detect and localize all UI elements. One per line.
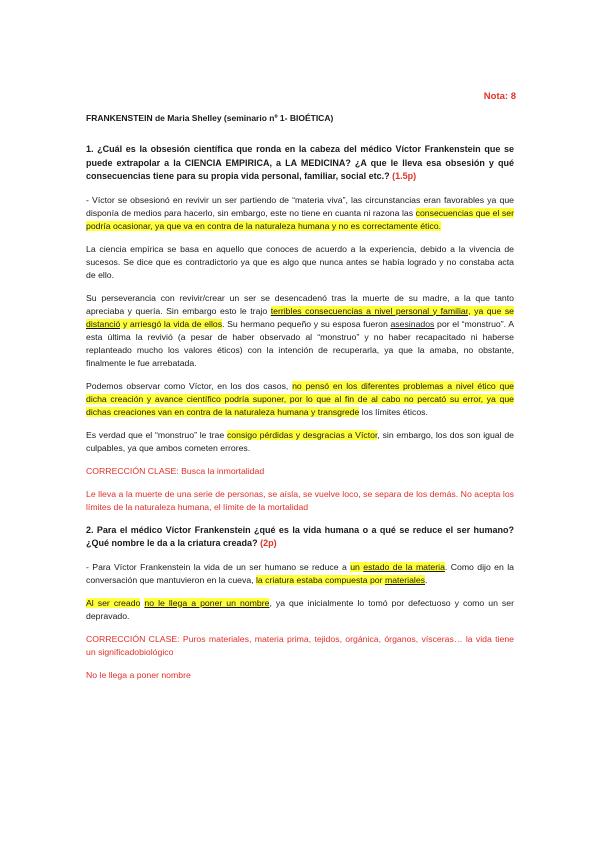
question-1-points: (1.5p) (392, 171, 417, 181)
correction-2-text: CORRECCIÓN CLASE: Puros materiales, materia prima, tejidos, orgánica, órganos, vísceras… la vida tiene un significadobiológico (86, 633, 514, 657)
answer-1-p4-text: los límites éticos. (361, 406, 428, 417)
highlight: consigo pérdidas y desgracias a Víctor (226, 429, 378, 440)
answer-1-p5-text: , sin embargo, los dos son igual de culpables, ya que ambos cometen errores. (86, 429, 514, 453)
document-body (86, 112, 514, 692)
highlight: Al ser creado (86, 597, 141, 608)
question-2-text: 2. Para el médico Víctor Frankenstein ¿qué es la vida humana o a qué se reduce el ser humano? ¿Qué nombre le da a la criatura creada? (86, 524, 514, 548)
document-title: FRANKENSTEIN de Maria Shelley (seminario nº 1- BIOÉTICA) (86, 113, 334, 123)
question-1-text: 1. ¿Cuál es la obsesión científica que ronda en la cabeza del médico Víctor Frankenstein que se puede extrapolar a la CIENCIA EMPIRICA, a LA MEDICINA? ¿A que le lleva esa obsesión y qué consecuencias tiene para su propia vida personal, familiar, social etc.? (86, 144, 514, 181)
highlight: estado de la materia (363, 561, 445, 572)
highlight: terribles consecuencias a nivel personal y familiar (270, 305, 469, 316)
highlight: materiales (384, 574, 426, 585)
answer-1-p5-text: Es verdad que el “monstruo” le trae (86, 429, 225, 440)
correction-1-heading: CORRECCIÓN CLASE: Busca la inmortalidad (86, 465, 265, 476)
grade-label: Nota: 8 (483, 91, 516, 102)
answer-2-p1-text: - Para Víctor Frankenstein la vida de un ser humano se reduce a (86, 561, 347, 572)
answer-1-p3-text: por el “monstruo”. A esta última la revivió (a pesar de haber observado al “monstruo” y no haber recapacitado ni haberse replanteado mucho los valores éticos) con la intención de recuperarla, ya que la amaba, no obstante, finalmente le fue arrebatada. (86, 318, 514, 368)
highlight: la criatura estaba compuesta por (256, 574, 383, 585)
answer-1-paragraph-5 (86, 429, 514, 455)
highlight: , ya que se (468, 305, 515, 316)
highlight: no pensó en los diferentes problemas a nivel ético que dicha creación y avance científico podría suponer, por lo que al fin de al cabo no percató su error, ya que dichas creaciones van en contra de la naturaleza humana y transgrede (86, 380, 514, 417)
answer-1-paragraph-3 (86, 292, 514, 370)
correction-2-name: No le llega a poner nombre (86, 669, 191, 680)
answer-1-p3-text: . Su hermano pequeño y su esposa fueron (222, 318, 388, 329)
highlight: no le llega a poner un nombre (144, 597, 270, 608)
underlined-word: asesinados (390, 318, 435, 329)
answer-2-p1-text: . (425, 574, 428, 585)
answer-2-paragraph-2 (86, 597, 514, 623)
question-1 (86, 143, 514, 184)
correction-1-text: Le lleva a la muerte de una serie de personas, se aísla, se vuelve loco, se separa de los demás. No acepta los límites de la naturaleza humana, el límite de la mortalidad (86, 488, 514, 512)
answer-1-paragraph-4 (86, 380, 514, 419)
question-2 (86, 524, 514, 551)
answer-2-p1-text: . Como dijo en la conversación que mantuvieron en la cueva, (86, 561, 514, 585)
answer-2-paragraph-1 (86, 561, 514, 587)
answer-1-paragraph-2: La ciencia empírica se basa en aquello que conoces de acuerdo a la experiencia, debido a la vivencia de sucesos. Se dice que es contradictorio ya que es algo que nunca antes se había logrado y no constaba acta de ello. (86, 243, 514, 280)
answer-1-p3-text: Su perseverancia con revivir/crear un ser se desencadenó tras la muerte de su madre, a la que tanto apreciaba y quería. Sin embargo esto le trajo (86, 292, 514, 316)
answer-1-paragraph-1 (86, 194, 514, 233)
highlight: y arriesgó la vida de ellos (122, 318, 223, 329)
answer-1-p4-text: Podemos observar como Víctor, en los dos casos, (86, 380, 289, 391)
answer-2-p2-text: , ya que inicialmente lo tomó por defectuoso y como un ser depravado. (86, 597, 514, 621)
answer-1-p1-text: - Víctor se obsesionó en revivir un ser partiendo de “materia viva”, las circunstancias eran favorables ya que disponía de medios para hacerlo, sin embargo, este no tiene en cuanta ni razona las (86, 194, 514, 218)
highlight: un (350, 561, 360, 572)
highlight: consecuencias que el ser podría ocasionar, ya que va en contra de la naturaleza humana y no es correctamente ético. (86, 207, 514, 231)
question-2-points: (2p) (260, 538, 277, 548)
highlight: distanció (86, 318, 121, 329)
